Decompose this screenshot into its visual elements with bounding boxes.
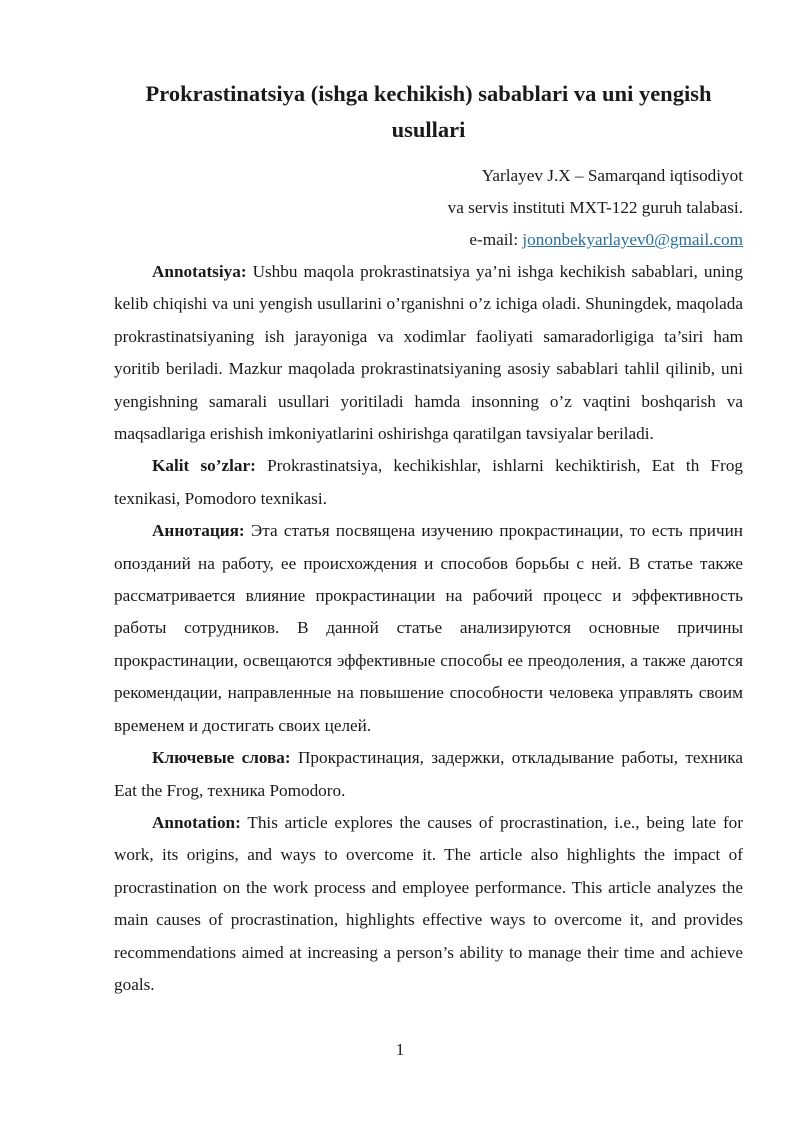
abstract-en	[114, 807, 743, 1001]
document-page	[114, 0, 743, 1001]
email-link[interactable]: jononbekyarlayev0@gmail.com	[522, 230, 743, 249]
abstract-uz	[114, 256, 743, 450]
abstract-ru-text: Эта статья посвящена изучению прокрастинации, то есть причин опозданий на работу, ее происхождения и способов борьбы с ней. В статье также рассматривается влияние прокрастинации на рабочий процесс и эффективность работы сотрудников. В данной статье анализируются основные причины прокрастинации, освещаются эффективные способы ее преодоления, а также даются рекомендации, направленные на повышение способности человека управлять своим временем и достигать своих целей.	[114, 521, 743, 735]
author-email-line	[114, 224, 743, 256]
keywords-uz-text: Prokrastinatsiya, kechikishlar, ishlarni kechiktirish, Eat th Frog texnikasi, Pomodoro texnikasi.	[114, 456, 744, 508]
abstract-uz-label: Annotatsiya:	[152, 262, 247, 281]
author-line-2: va servis instituti MXT-122 guruh talabasi.	[447, 198, 743, 217]
author-line-1: Yarlayev J.X – Samarqand iqtisodiyot	[481, 166, 743, 185]
keywords-uz	[114, 450, 743, 515]
keywords-ru	[114, 742, 743, 807]
keywords-ru-label: Ключевые слова:	[152, 748, 291, 768]
keywords-uz-label: Kalit so’zlar:	[152, 456, 256, 476]
author-block	[114, 160, 743, 256]
email-label: e-mail:	[469, 230, 523, 249]
article-title: Prokrastinatsiya (ishga kechikish) sabablari va uni yengish usullari	[145, 81, 712, 142]
abstract-ru	[114, 515, 743, 742]
keywords-ru-text: Прокрастинация, задержки, откладывание работы, техника Eat the Frog, техника Pomodoro.	[114, 748, 743, 800]
abstract-ru-label: Аннотация:	[152, 521, 245, 541]
abstract-en-text: This article explores the causes of procrastination, i.e., being late for work, its origins, and ways to overcome it. The article also highlights the impact of procrastination on the work process and employee performance. This article analyzes the main causes of procrastination, highlights effective ways to overcome it, and provides recommendations aimed at increasing a person’s ability to manage their time and achieve goals.	[114, 812, 743, 994]
page-number: 1	[395, 1040, 405, 1059]
abstract-uz-text: Ushbu maqola prokrastinatsiya ya’ni ishga kechikish sabablari, uning kelib chiqishi va uni yengish usullarini o’rganishni o’z ichiga oladi. Shuningdek, maqolada prokrastinatsiyaning ish jarayoniga va xodimlar faoliyati samaradorligiga ta’siri ham yoritib beriladi. Mazkur maqolada prokrastinatsiyaning asosiy sabablari tahlil qilinib, uni yengishning samarali usullari yoritiladi hamda insonning o’z vaqtini boshqarish va maqsadlariga erishish imkoniyatlarini oshirishga qaratilgan tavsiyalar beriladi.	[114, 262, 743, 444]
abstract-en-label: Annotation:	[152, 812, 241, 832]
